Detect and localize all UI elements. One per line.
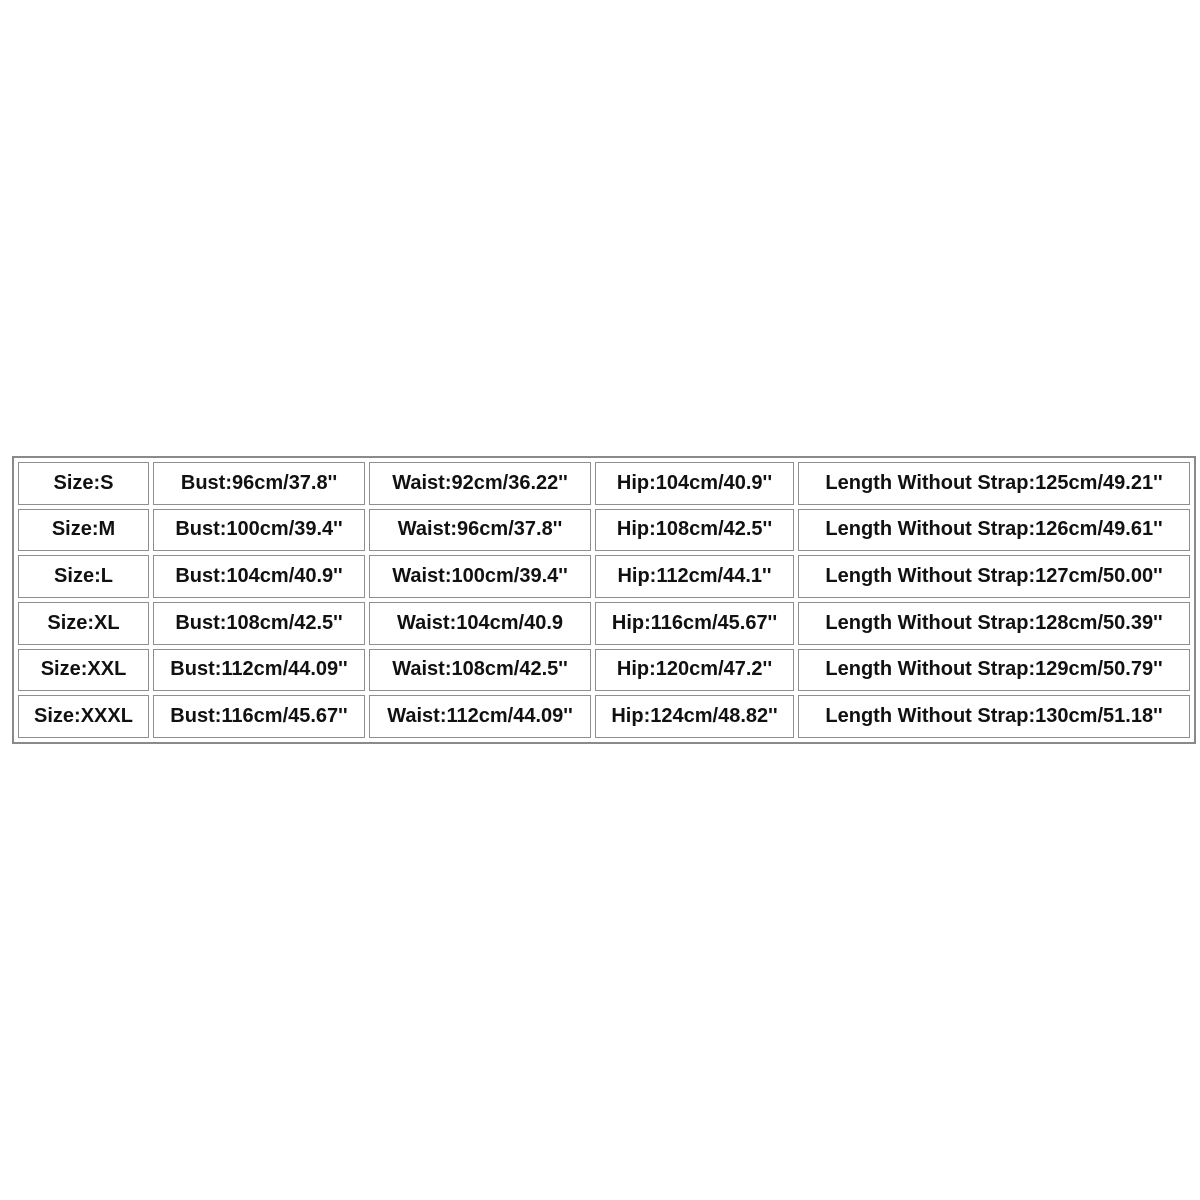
size-cell: Size:S [18, 462, 149, 505]
bust-cell: Bust:96cm/37.8'' [153, 462, 365, 505]
waist-cell: Waist:104cm/40.9 [369, 602, 591, 645]
waist-cell: Waist:96cm/37.8'' [369, 509, 591, 552]
bust-cell: Bust:108cm/42.5'' [153, 602, 365, 645]
size-cell: Size:XXXL [18, 695, 149, 738]
waist-cell: Waist:112cm/44.09'' [369, 695, 591, 738]
table-row [18, 695, 1190, 738]
table-row [18, 649, 1190, 692]
table-row [18, 602, 1190, 645]
length-cell: Length Without Strap:126cm/49.61'' [798, 509, 1190, 552]
table-row [18, 555, 1190, 598]
waist-cell: Waist:92cm/36.22'' [369, 462, 591, 505]
waist-cell: Waist:100cm/39.4'' [369, 555, 591, 598]
hip-cell: Hip:104cm/40.9'' [595, 462, 794, 505]
table-row [18, 462, 1190, 505]
size-cell: Size:XL [18, 602, 149, 645]
hip-cell: Hip:120cm/47.2'' [595, 649, 794, 692]
length-cell: Length Without Strap:127cm/50.00'' [798, 555, 1190, 598]
size-chart-table [12, 456, 1196, 744]
size-cell: Size:L [18, 555, 149, 598]
hip-cell: Hip:124cm/48.82'' [595, 695, 794, 738]
hip-cell: Hip:112cm/44.1'' [595, 555, 794, 598]
length-cell: Length Without Strap:129cm/50.79'' [798, 649, 1190, 692]
hip-cell: Hip:108cm/42.5'' [595, 509, 794, 552]
waist-cell: Waist:108cm/42.5'' [369, 649, 591, 692]
bust-cell: Bust:116cm/45.67'' [153, 695, 365, 738]
bust-cell: Bust:104cm/40.9'' [153, 555, 365, 598]
table-row [18, 509, 1190, 552]
bust-cell: Bust:112cm/44.09'' [153, 649, 365, 692]
length-cell: Length Without Strap:130cm/51.18'' [798, 695, 1190, 738]
hip-cell: Hip:116cm/45.67'' [595, 602, 794, 645]
bust-cell: Bust:100cm/39.4'' [153, 509, 365, 552]
length-cell: Length Without Strap:128cm/50.39'' [798, 602, 1190, 645]
size-cell: Size:XXL [18, 649, 149, 692]
length-cell: Length Without Strap:125cm/49.21'' [798, 462, 1190, 505]
size-cell: Size:M [18, 509, 149, 552]
